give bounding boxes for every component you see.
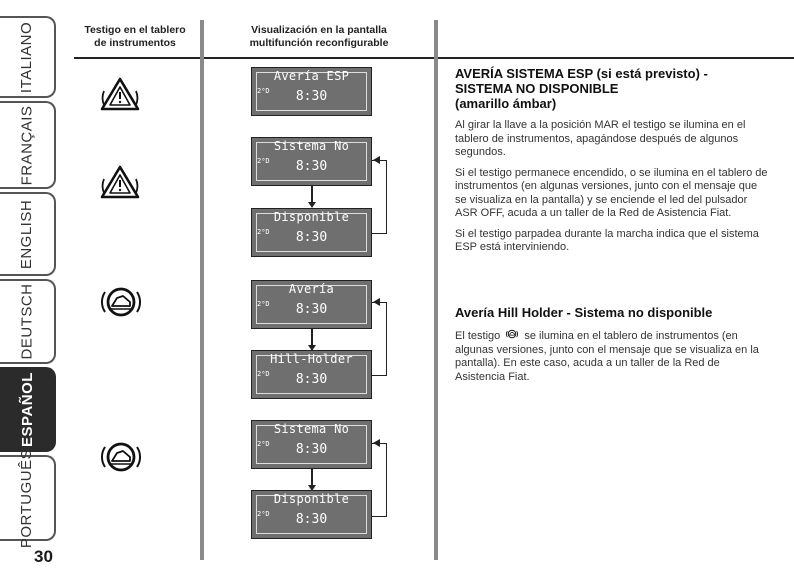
lcd-display bbox=[251, 137, 372, 186]
lcd-display bbox=[251, 280, 372, 329]
column-divider bbox=[200, 20, 204, 560]
column-header-display: Visualización en la pantalla multifunción reconfigurable bbox=[249, 24, 389, 49]
lcd-indicator: 2⁰D bbox=[257, 440, 270, 448]
lcd-time: 8:30 bbox=[295, 512, 328, 527]
loop-arrowhead bbox=[373, 439, 380, 447]
tab-francais[interactable] bbox=[0, 101, 56, 189]
lcd-display bbox=[251, 208, 372, 257]
section-hill-holder bbox=[455, 305, 770, 384]
tab-label: PORTUGUÊS bbox=[18, 448, 36, 548]
tab-label: ESPAÑOL bbox=[18, 372, 36, 447]
tab-espanol[interactable] bbox=[0, 367, 56, 452]
triangle-warning-icon bbox=[98, 163, 142, 203]
lcd-display bbox=[251, 67, 372, 116]
column-header-warning-light: Testigo en el tablero de instrumentos bbox=[84, 24, 186, 49]
lcd-time: 8:30 bbox=[295, 442, 328, 457]
lcd-message: Sistema No bbox=[273, 422, 350, 436]
tab-english[interactable] bbox=[0, 192, 56, 276]
triangle-warning-icon bbox=[98, 75, 142, 115]
lcd-display bbox=[251, 420, 372, 469]
lcd-message: Avería bbox=[288, 282, 335, 296]
tab-label: ENGLISH bbox=[18, 199, 36, 269]
lcd-time: 8:30 bbox=[295, 159, 328, 174]
section-title: SISTEMA NO DISPONIBLE bbox=[455, 81, 619, 96]
tab-italiano[interactable] bbox=[0, 16, 56, 98]
paragraph: El testigo se ilumina en el tablero de instrumentos (en algunas versiones, junto con el mensaje que se visualiza en la pantalla). En este caso, acuda a un taller de la Red de Asistencia Fiat. bbox=[455, 330, 759, 383]
lcd-display bbox=[251, 350, 372, 399]
flow-arrow bbox=[311, 329, 313, 346]
section-esp-failure bbox=[455, 66, 770, 255]
tab-label: FRANÇAIS bbox=[18, 105, 36, 185]
lcd-message: Avería ESP bbox=[273, 69, 350, 83]
tab-label: ITALIANO bbox=[18, 21, 36, 93]
lcd-time: 8:30 bbox=[295, 230, 328, 245]
lcd-indicator: 2⁰D bbox=[257, 370, 270, 378]
lcd-message: Disponible bbox=[273, 210, 350, 224]
section-subtitle: (amarillo ámbar) bbox=[455, 96, 557, 111]
lcd-message: Hill-Holder bbox=[270, 352, 353, 366]
lcd-display bbox=[251, 490, 372, 539]
lcd-time: 8:30 bbox=[295, 372, 328, 387]
loop-arrowhead bbox=[373, 156, 380, 164]
lcd-indicator: 2⁰D bbox=[257, 228, 270, 236]
tab-deutsch[interactable] bbox=[0, 279, 56, 364]
tab-portugues[interactable] bbox=[0, 448, 56, 548]
lcd-indicator: 2⁰D bbox=[257, 87, 270, 95]
lcd-message: Disponible bbox=[273, 492, 350, 506]
section-title: Avería Hill Holder - Sistema no disponible bbox=[455, 305, 713, 320]
lcd-message: Sistema No bbox=[273, 139, 350, 153]
paragraph: Si el testigo permanece encendido, o se ilumina en el tablero de instrumentos (en algunas versiones, junto con el mensaje que se visualiza en la pantalla) y se enciende el led del pulsador ASR OFF, acuda a un taller de la Red de Asistencia Fiat. bbox=[455, 166, 768, 219]
lcd-time: 8:30 bbox=[295, 89, 328, 104]
lcd-time: 8:30 bbox=[295, 302, 328, 317]
loop-arrowhead bbox=[373, 298, 380, 306]
paragraph: Si el testigo parpadea durante la marcha indica que el sistema ESP está interviniendo. bbox=[455, 227, 759, 253]
section-title: AVERÍA SISTEMA ESP (si está previsto) - bbox=[455, 66, 708, 81]
flow-arrow bbox=[311, 469, 313, 486]
lcd-indicator: 2⁰D bbox=[257, 300, 270, 308]
column-divider bbox=[434, 20, 438, 560]
page-number: 30 bbox=[34, 547, 53, 566]
loop-arrow bbox=[372, 302, 387, 376]
loop-arrow bbox=[372, 443, 387, 517]
lcd-indicator: 2⁰D bbox=[257, 157, 270, 165]
loop-arrow bbox=[372, 160, 387, 234]
hill-holder-icon bbox=[97, 437, 145, 477]
lcd-indicator: 2⁰D bbox=[257, 510, 270, 518]
hill-holder-icon bbox=[505, 328, 519, 340]
hill-holder-icon bbox=[97, 282, 145, 322]
flow-arrow bbox=[311, 186, 313, 203]
paragraph: Al girar la llave a la posición MAR el testigo se ilumina en el tablero de instrumentos, apagándose después de algunos segundos. bbox=[455, 119, 746, 158]
tab-label: DEUTSCH bbox=[18, 283, 36, 360]
